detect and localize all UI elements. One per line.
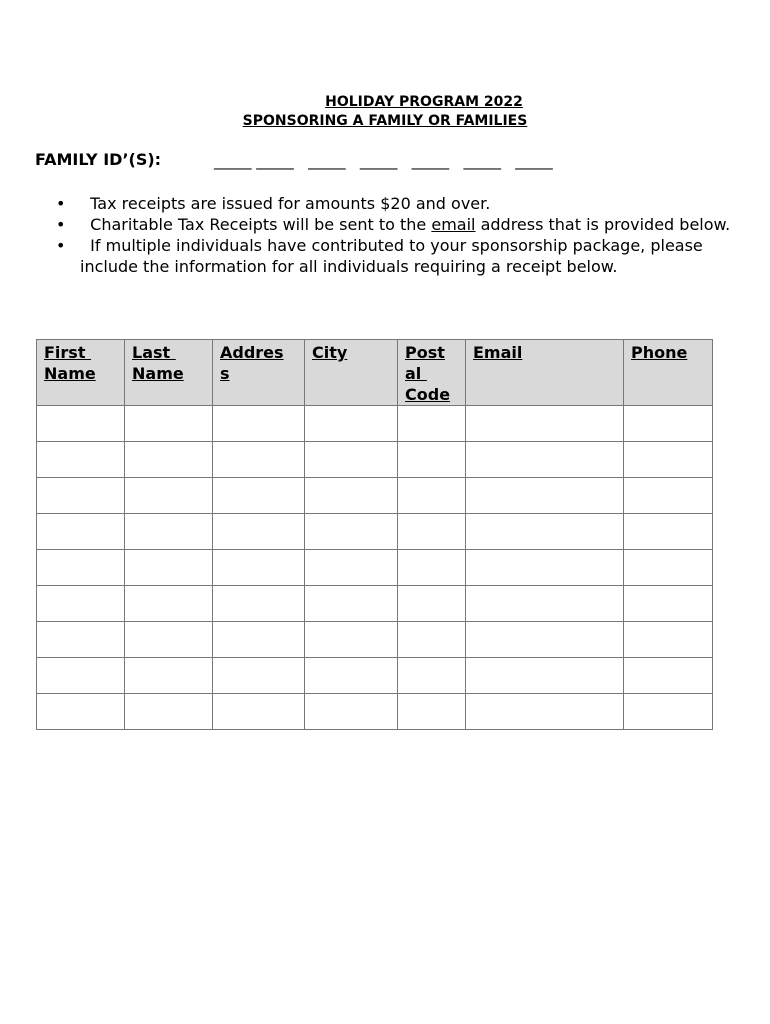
column-header-text: City [312, 343, 348, 362]
table-row [37, 406, 713, 442]
table-cell-first-name[interactable] [37, 550, 125, 586]
table-cell-postal-code[interactable] [398, 550, 466, 586]
table-row [37, 694, 713, 730]
table-cell-address[interactable] [213, 550, 305, 586]
bullet-icon: • [56, 236, 66, 255]
bullet-text-before: Charitable Tax Receipts will be sent to the [80, 215, 432, 234]
bullet-text: If multiple individuals have contributed to your sponsorship package, please include the information for all individuals requiring a receipt below. [80, 236, 708, 276]
table-cell-postal-code[interactable] [398, 478, 466, 514]
table-row [37, 550, 713, 586]
table-cell-address[interactable] [213, 442, 305, 478]
table-row [37, 586, 713, 622]
table-cell-city[interactable] [305, 478, 398, 514]
table-cell-postal-code[interactable] [398, 586, 466, 622]
table-cell-email[interactable] [466, 406, 624, 442]
column-header-text: al [405, 364, 427, 383]
table-cell-postal-code[interactable] [398, 658, 466, 694]
table-cell-first-name[interactable] [37, 586, 125, 622]
table-cell-city[interactable] [305, 586, 398, 622]
table-cell-city[interactable] [305, 694, 398, 730]
table-cell-phone[interactable] [624, 586, 713, 622]
table-cell-address[interactable] [213, 622, 305, 658]
table-cell-address[interactable] [213, 478, 305, 514]
table-row [37, 658, 713, 694]
table-cell-phone[interactable] [624, 658, 713, 694]
bullet-item-tax-receipts [56, 193, 736, 214]
table-cell-email[interactable] [466, 586, 624, 622]
table-cell-first-name[interactable] [37, 622, 125, 658]
column-header-last-name [125, 340, 213, 406]
table-cell-address[interactable] [213, 694, 305, 730]
bullet-item-charitable-receipts [56, 214, 736, 235]
bullet-icon: • [56, 215, 66, 234]
title-sponsoring: SPONSORING A FAMILY OR FAMILIES [242, 113, 528, 129]
table-cell-city[interactable] [305, 622, 398, 658]
table-cell-last-name[interactable] [125, 694, 213, 730]
table-row [37, 478, 713, 514]
column-header-text: Phone [631, 343, 688, 362]
bullet-text-after: address that is provided below. [475, 215, 731, 234]
sponsor-info-table [36, 339, 713, 730]
column-header-text: Name [44, 364, 96, 383]
table-cell-phone[interactable] [624, 514, 713, 550]
table-cell-last-name[interactable] [125, 586, 213, 622]
table-cell-email[interactable] [466, 442, 624, 478]
column-header-email [466, 340, 624, 406]
table-cell-first-name[interactable] [37, 442, 125, 478]
table-cell-address[interactable] [213, 658, 305, 694]
family-id-blanks[interactable]: _____ _____ _____ _____ _____ _____ _____ [214, 152, 553, 170]
column-header-first-name [37, 340, 125, 406]
column-header-text: Post [405, 343, 445, 362]
table-cell-postal-code[interactable] [398, 514, 466, 550]
bullet-text [80, 214, 736, 235]
table-cell-postal-code[interactable] [398, 694, 466, 730]
column-header-text: Last [132, 343, 176, 362]
email-word: email [431, 215, 476, 234]
instructions-list [56, 193, 736, 277]
column-header-text: s [220, 364, 230, 383]
family-id-label: FAMILY ID’(S): [35, 150, 162, 169]
table-row [37, 514, 713, 550]
table-cell-email[interactable] [466, 478, 624, 514]
table-row [37, 442, 713, 478]
table-cell-first-name[interactable] [37, 478, 125, 514]
title-holiday-program: HOLIDAY PROGRAM 2022 [325, 94, 523, 110]
table-cell-phone[interactable] [624, 442, 713, 478]
table-cell-address[interactable] [213, 586, 305, 622]
column-header-city [305, 340, 398, 406]
table-cell-email[interactable] [466, 622, 624, 658]
table-cell-first-name[interactable] [37, 406, 125, 442]
table-cell-last-name[interactable] [125, 514, 213, 550]
column-header-text: Name [132, 364, 184, 383]
table-cell-postal-code[interactable] [398, 406, 466, 442]
table-cell-last-name[interactable] [125, 442, 213, 478]
column-header-text: First [44, 343, 92, 362]
table-cell-email[interactable] [466, 514, 624, 550]
bullet-item-multiple-individuals [56, 235, 736, 277]
table-cell-last-name[interactable] [125, 622, 213, 658]
table-cell-city[interactable] [305, 658, 398, 694]
table-cell-phone[interactable] [624, 406, 713, 442]
table-body [37, 406, 713, 730]
table-cell-postal-code[interactable] [398, 442, 466, 478]
column-header-address [213, 340, 305, 406]
table-cell-phone[interactable] [624, 694, 713, 730]
table-cell-email[interactable] [466, 694, 624, 730]
column-header-text: Email [473, 343, 523, 362]
table-cell-first-name[interactable] [37, 658, 125, 694]
table-cell-address[interactable] [213, 514, 305, 550]
table-cell-postal-code[interactable] [398, 622, 466, 658]
table-cell-city[interactable] [305, 550, 398, 586]
column-header-phone [624, 340, 713, 406]
table-cell-email[interactable] [466, 658, 624, 694]
bullet-icon: • [56, 194, 66, 213]
table-cell-last-name[interactable] [125, 406, 213, 442]
table-cell-phone[interactable] [624, 622, 713, 658]
table-cell-last-name[interactable] [125, 550, 213, 586]
table-cell-city[interactable] [305, 442, 398, 478]
table-cell-phone[interactable] [624, 550, 713, 586]
table-cell-city[interactable] [305, 514, 398, 550]
column-header-postal-code [398, 340, 466, 406]
table-cell-first-name[interactable] [37, 694, 125, 730]
table-cell-address[interactable] [213, 406, 305, 442]
table-cell-last-name[interactable] [125, 658, 213, 694]
bullet-text: Tax receipts are issued for amounts $20 and over. [80, 194, 491, 213]
table-cell-phone[interactable] [624, 478, 713, 514]
column-header-text: Code [405, 385, 451, 404]
table-cell-city[interactable] [305, 406, 398, 442]
table-cell-last-name[interactable] [125, 478, 213, 514]
table-cell-email[interactable] [466, 550, 624, 586]
table-cell-first-name[interactable] [37, 514, 125, 550]
table-row [37, 622, 713, 658]
column-header-text: Addres [220, 343, 284, 362]
table-header-row [37, 340, 713, 406]
